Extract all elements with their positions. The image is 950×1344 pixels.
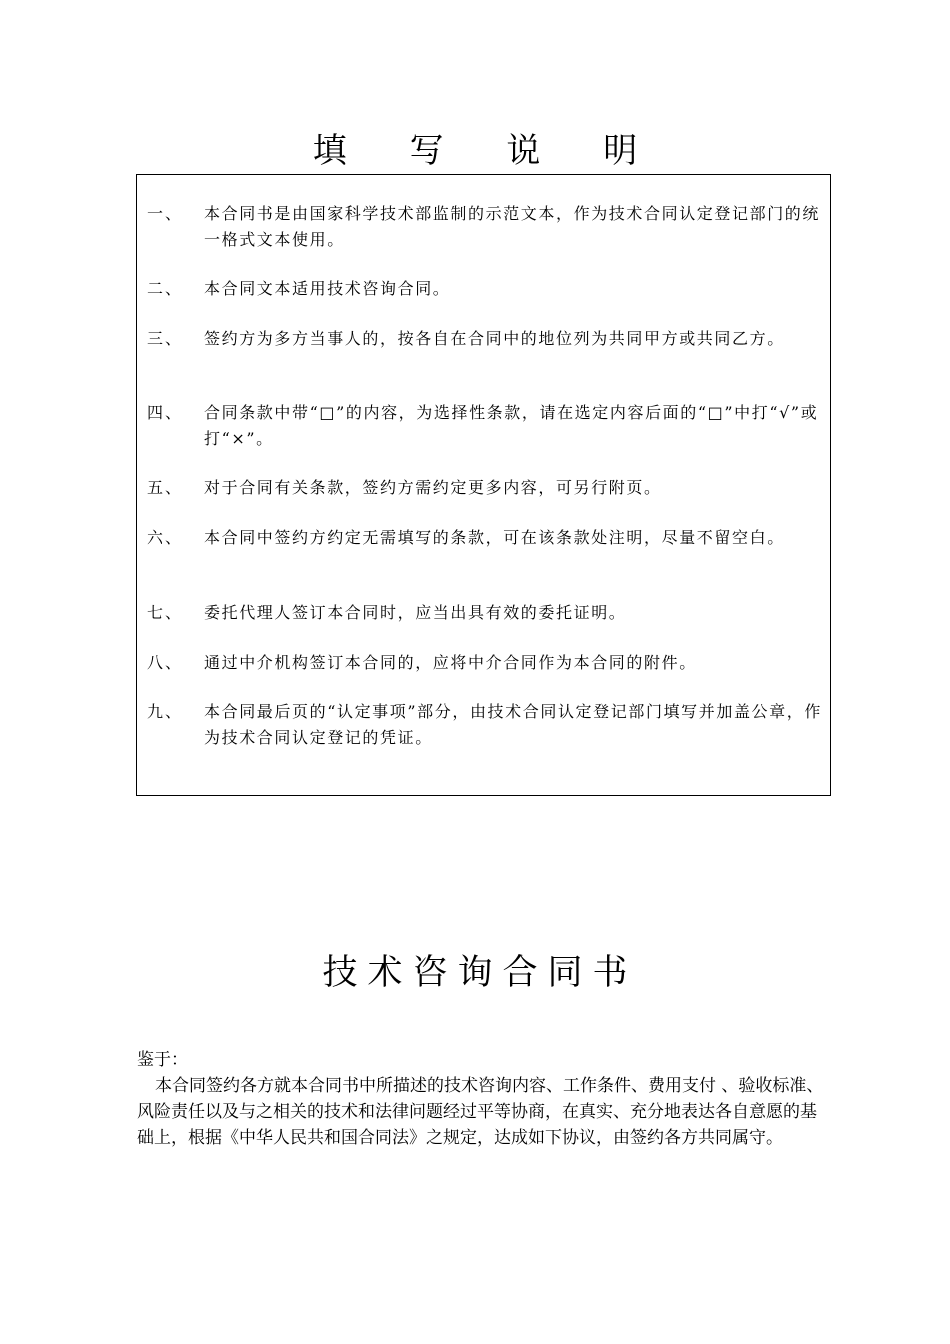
instruction-text: 对于合同有关条款，签约方需约定更多内容，可另行附页。 xyxy=(204,478,662,497)
instruction-number: 九、 xyxy=(147,702,184,721)
instruction-number: 二、 xyxy=(147,279,184,298)
instruction-number: 六、 xyxy=(147,528,184,547)
instruction-text: 合同条款中带“□”的内容，为选择性条款，请在选定内容后面的“□”中打“√”或打“×”。 xyxy=(204,403,819,448)
instruction-number: 八、 xyxy=(147,653,184,672)
page-title: 填 写 说 明 xyxy=(312,131,664,171)
instruction-item xyxy=(147,276,822,302)
instruction-item xyxy=(147,201,822,253)
instruction-item xyxy=(147,525,822,551)
instruction-text: 本合同最后页的“认定事项”部分，由技术合同认定登记部门填写并加盖公章，作为技术合同认定登记的凭证。 xyxy=(204,702,822,747)
instruction-item xyxy=(147,475,822,501)
instruction-number: 七、 xyxy=(147,603,184,622)
instruction-number: 一、 xyxy=(147,204,184,223)
whereas-paragraph: 本合同签约各方就本合同书中所描述的技术咨询内容、工作条件、费用支付 、验收标准、风险责任以及与之相关的技术和法律问题经过平等协商，在真实、充分地表达各自意愿的基础上，根据《中华人民共和国合同法》之规定，达成如下协议，由签约各方共同属守。 xyxy=(137,1076,824,1148)
instruction-text: 委托代理人签订本合同时，应当出具有效的委托证明。 xyxy=(204,603,627,622)
instruction-number: 四、 xyxy=(147,403,184,422)
instruction-item xyxy=(147,400,822,452)
instruction-text: 签约方为多方当事人的，按各自在合同中的地位列为共同甲方或共同乙方。 xyxy=(204,329,785,348)
instruction-number: 五、 xyxy=(147,478,184,497)
whereas-label: 鉴于： xyxy=(137,1050,188,1070)
instruction-text: 本合同中签约方约定无需填写的条款，可在该条款处注明，尽量不留空白。 xyxy=(204,528,785,547)
instruction-text: 通过中介机构签订本合同的，应将中介合同作为本合同的附件。 xyxy=(204,653,697,672)
instruction-item xyxy=(147,326,822,352)
contract-title: 技术咨询合同书 xyxy=(322,953,638,993)
instruction-item xyxy=(147,699,822,751)
instruction-item xyxy=(147,600,822,626)
instruction-text: 本合同书是由国家科学技术部监制的示范文本，作为技术合同认定登记部门的统一格式文本使用。 xyxy=(204,204,821,249)
instruction-number: 三、 xyxy=(147,329,184,348)
instructions-box xyxy=(136,174,831,796)
instruction-item xyxy=(147,650,822,676)
instruction-text: 本合同文本适用技术咨询合同。 xyxy=(204,279,451,298)
